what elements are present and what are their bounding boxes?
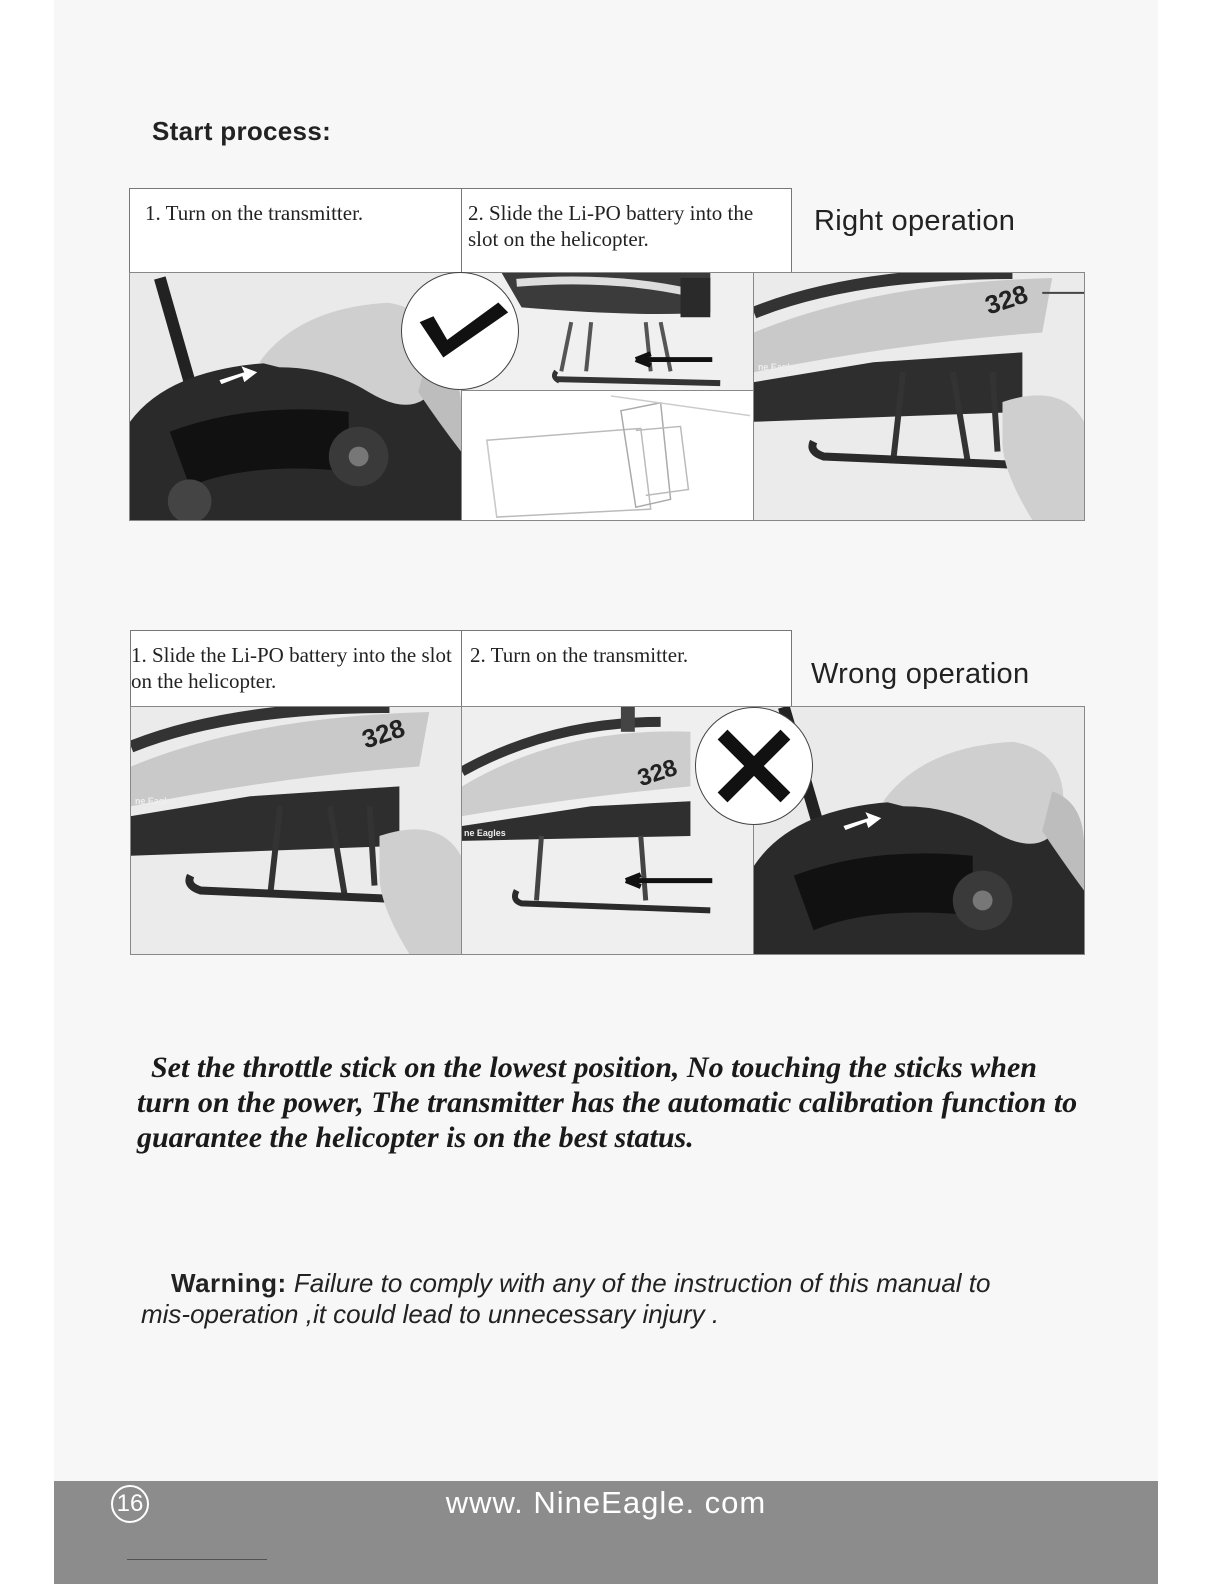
model-number-label: 328	[634, 754, 681, 793]
warning-paragraph	[141, 1268, 1041, 1330]
page-footer	[54, 1481, 1158, 1584]
website-link[interactable]: www. NineEagle. com	[445, 1485, 767, 1520]
wrong-step-1-caption: 1. Slide the Li-PO battery into the slot on the helicopter.	[130, 630, 462, 707]
page-heading: Start process:	[152, 116, 332, 146]
wrong-step-2-caption: 2. Turn on the transmitter.	[461, 630, 792, 707]
helicopter-photo-right	[753, 272, 1085, 521]
wrong-operation-label: Wrong operation	[811, 658, 1030, 690]
calibration-note: Set the throttle stick on the lowest position, No touching the sticks when turn on the power, The transmitter has the automatic calibration function to guarantee the helicopter is on the best status.	[137, 1051, 1078, 1154]
warning-text: Failure to comply with any of the instruction of this manual to mis-operation ,it could lead to unnecessary injury .	[141, 1268, 991, 1329]
right-step-1-caption: 1. Turn on the transmitter.	[129, 188, 462, 273]
cross-mark-icon	[695, 707, 813, 825]
link-underline	[127, 1559, 267, 1560]
model-number-label: 328	[981, 280, 1032, 321]
right-operation-label: Right operation	[814, 205, 1016, 237]
page-number: 16	[111, 1485, 149, 1523]
model-number-label: 328	[358, 714, 409, 755]
check-mark-icon	[401, 272, 519, 390]
right-step-2-caption: 2. Slide the Li-PO battery into the slot on the helicopter.	[461, 188, 792, 273]
warning-label: Warning:	[171, 1268, 287, 1298]
battery-line-drawing	[461, 390, 754, 521]
brand-decal-label: ne Eagles	[463, 827, 506, 838]
brand-decal-label: ne Eagles	[757, 362, 800, 373]
brand-decal-label: ne Eagles	[134, 796, 177, 807]
helicopter-photo-wrong-step1	[130, 706, 462, 955]
